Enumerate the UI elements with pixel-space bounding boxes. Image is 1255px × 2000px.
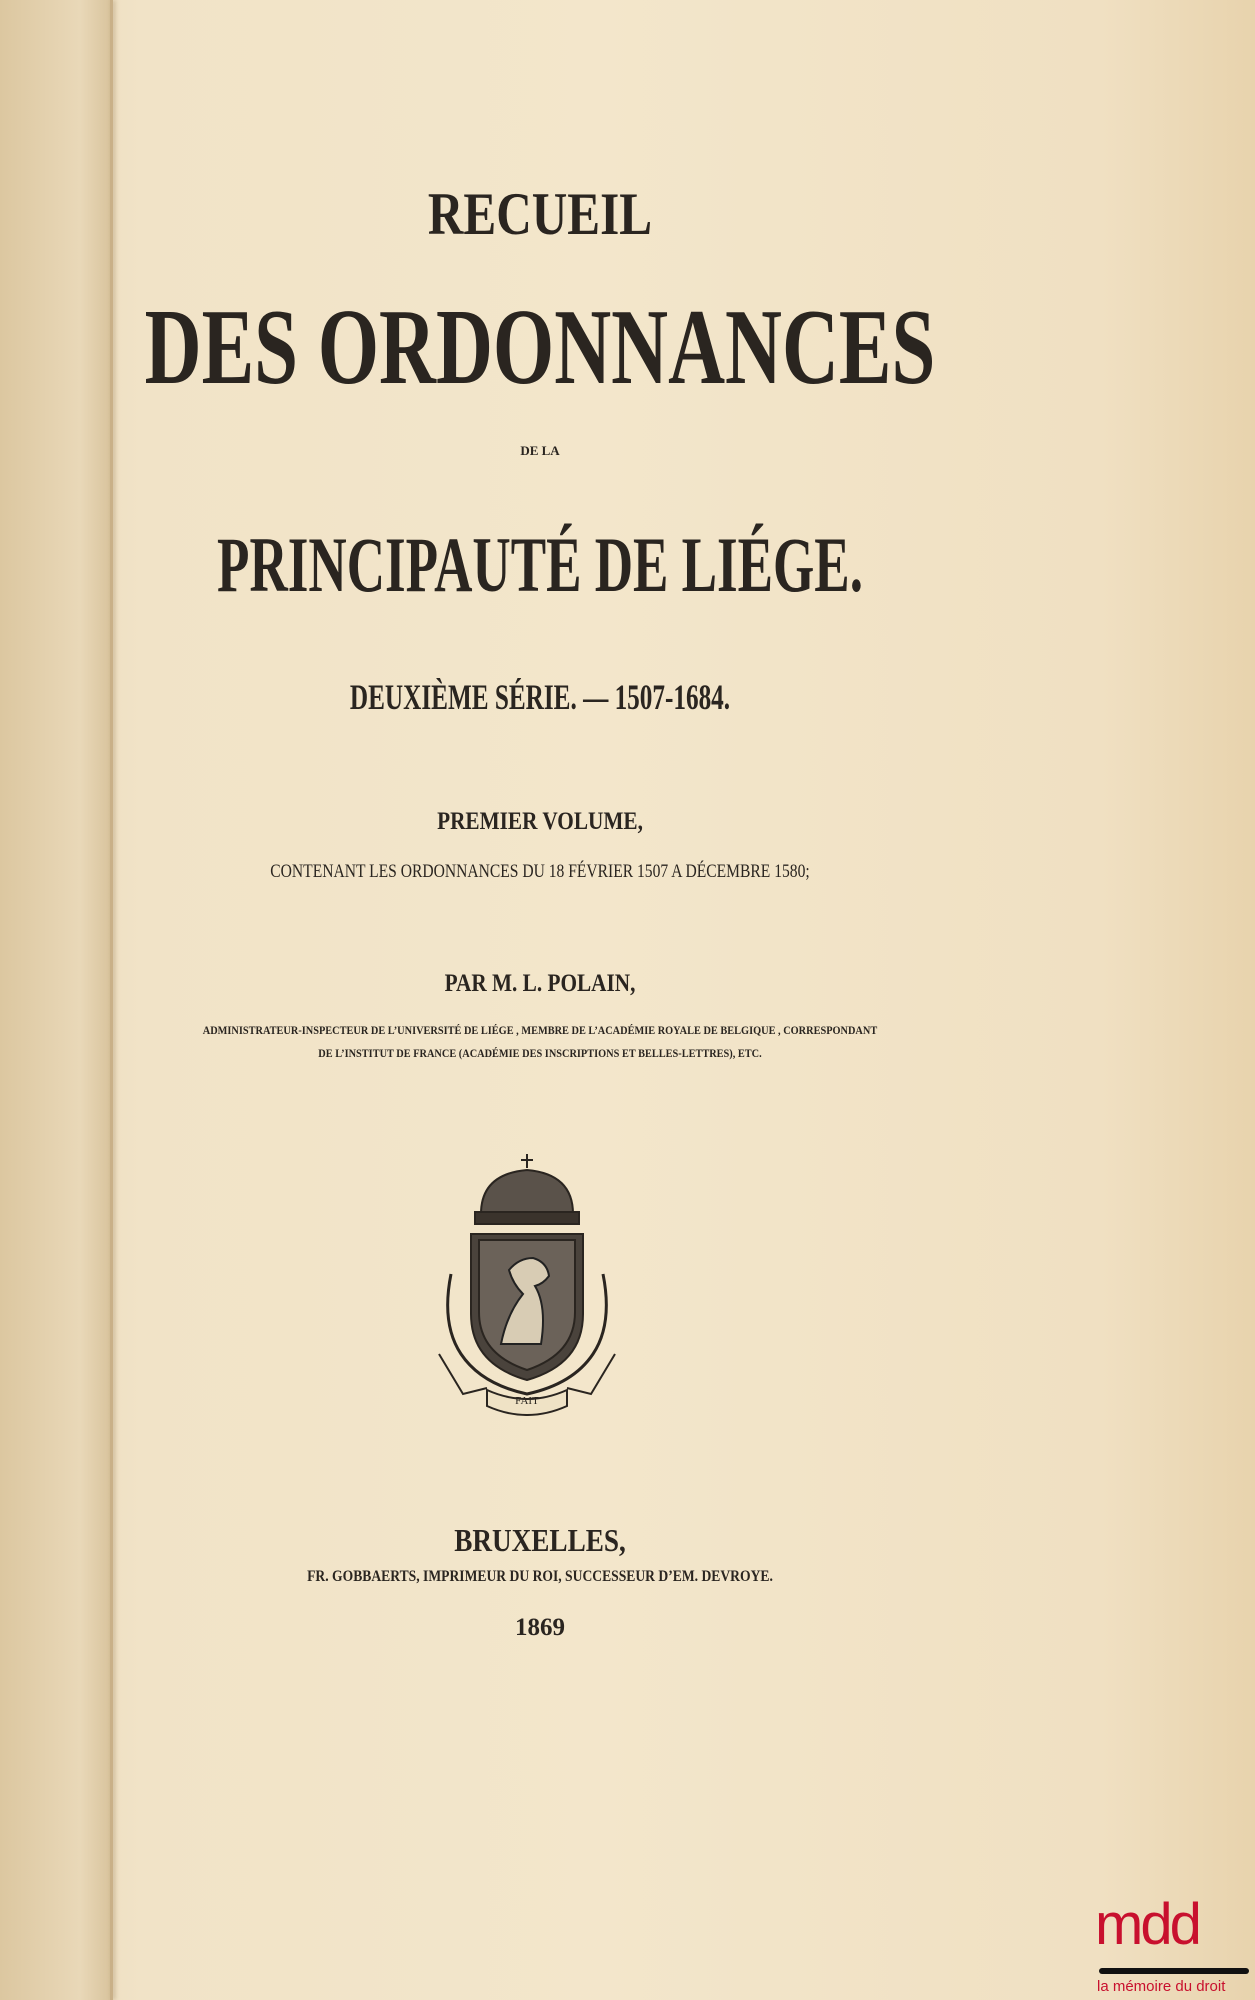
mdd-logo-bar	[1099, 1968, 1249, 1974]
contents-line: CONTENANT LES ORDONNANCES DU 18 FÉVRIER 1507 A DÉCEMBRE 1580;	[270, 861, 810, 882]
mdd-logo-tagline: la mémoire du droit	[1097, 1978, 1226, 1995]
volume-heading: PREMIER VOLUME,	[437, 808, 643, 835]
title-principaute: PRINCIPAUTÉ DE LIÉGE.	[217, 521, 863, 608]
author-title-1: ADMINISTRATEUR-INSPECTEUR DE L’UNIVERSITÉ DE LIÉGE , MEMBRE DE L’ACADÉMIE ROYALE DE BELGIQUE , CORRESPONDANT	[202, 1023, 878, 1037]
page-fold	[110, 0, 113, 2000]
title-des-ordonnances: DES ORDONNANCES	[144, 288, 936, 407]
mdd-logo-mark: mdd	[1095, 1892, 1199, 1957]
author-line: PAR M. L. POLAIN,	[444, 970, 636, 997]
series-heading: DEUXIÈME SÉRIE. — 1507-1684.	[349, 677, 731, 717]
emblem-motto: FAIT	[515, 1395, 539, 1407]
belgian-coat-of-arms-emblem	[431, 1154, 623, 1416]
printer-line: FR. GOBBAERTS, IMPRIMEUR DU ROI, SUCCESSEUR D’EM. DEVROYE.	[307, 1568, 773, 1585]
mdd-logo	[1095, 1890, 1255, 2000]
title-de-la: DE LA	[520, 443, 560, 458]
previous-page-edge	[0, 0, 112, 2000]
city-line: BRUXELLES,	[454, 1522, 626, 1558]
author-title-2: DE L’INSTITUT DE FRANCE (ACADÉMIE DES INSCRIPTIONS ET BELLES-LETTRES), ETC.	[318, 1046, 762, 1060]
year-line: 1869	[515, 1614, 565, 1641]
title-recueil: RECUEIL	[427, 181, 653, 247]
